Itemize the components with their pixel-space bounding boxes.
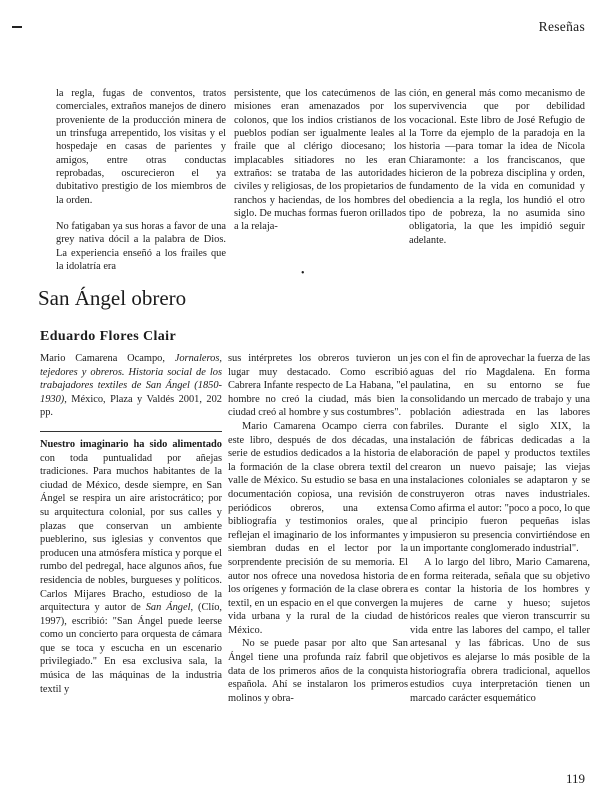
paragraph: Mario Camarena Ocampo cierra con este libro, después de dos décadas, una serie de estudios dedicados a la historia de la formación de la clase obrera textil del valle de México. Su estudio se basa en una documentación copiosa, una revisión de periódicos obreros, una extensa bibliografía y testimonios orales, que reflejan el imaginario de los informantes y siembran dudas en el lector por la sorprendente precisión de su memoria. El autor nos ofrece una novedosa historia de los orígenes y formación de la clase obrera textil, en un espacio en el que convergen la vida urbana y la rural de la ciudad de México. <box>228 420 408 636</box>
paragraph: No se puede pasar por alto que San Ángel tiene una profunda raíz fabril que data de los primeros años de la conquista española. Ahí se instalaron los primeros molinos y obra- <box>228 638 408 704</box>
paragraph: persistente, que los catecúmenos de las misiones eran amenazados por los colonos, que los indios cristianos de los pueblos podían ser igualmente leales al fraile que al clérigo diocesano; los implacables sitiadores no les eran extraños: se trataba de las autoridades civiles y religiosas, de los propietarios de ranchos y haciendas, de los hombres del siglo. De muchas formas fueron orillados a la relaja- <box>234 88 406 233</box>
paragraph: A lo largo del libro, Mario Camarena, en forma reiterada, señala que su objetivo es contar la historia de los hombres y mujeres de carne y hueso; sujetos históricos reales que vieron transcurrir su vida entre las labores del campo, el taller artesanal y las fábricas. Uno de sus objetivos es alejarse lo más posible de la historiografía obrera tradicional, aquellos estudios cuya interpretación tienen un marcado carácter esquemático <box>410 556 590 704</box>
previous-review-column-1 <box>56 87 226 273</box>
article-column-3 <box>410 352 590 705</box>
dropcap: N <box>40 438 48 450</box>
page-number: 119 <box>565 771 585 786</box>
article-column-2 <box>228 352 408 705</box>
paragraph: ción, en general más como mecanismo de supervivencia que por debilidad vocacional. Este libro de José Refugio de la Torre da ejemplo de la paradoja en la historia —para tomar la idea de Nicola Chiaramonte: a los franciscanos, que hicieron de la pobreza disciplina y orden, fundamento de la vida en comunidad y obediencia a la regla, los hundió el otro tipo de pobreza, la no asumida sino obligatoria, la que les impidió seguir adelante. <box>409 88 585 246</box>
article-author: Eduardo Flores Clair <box>40 329 177 344</box>
previous-review-column-3 <box>409 87 585 247</box>
citation-rule <box>40 431 222 432</box>
lead-words: uestro imaginario ha sido alimentado <box>47 438 222 450</box>
paragraph: No fatigaban ya sus horas a favor de una grey nativa dócil a la palabra de Dios. La experiencia enseñó a los frailes que la idolatría era <box>56 221 226 273</box>
paragraph: Nuestro imaginario ha sido alimentado con toda puntualidad por añejas tradiciones. Para muchos habitantes de la ciudad de México, desde siempre, en San Ángel se respira un aire aristocrático; por su arquitectura colonial, por sus calles y plazas que conservan un ambiente pueblerino, sus iglesias y conventos que producen una atmósfera mística y porque el rumbo del pedregal, hace algunos años, fue residencia de nobles, burgueses y políticos. Carlos Mijares Bracho, estudioso de la arquitectura y autor de San Ángel, (Clío, 1997), escribió: "San Ángel puede leerse como un concierto para orquesta de cámara que se toca y escucha en un escenario privilegiado." En esa exclusiva sala, la música de las máquinas de la industria textil y <box>40 438 222 695</box>
section-label: Reseñas <box>538 19 585 34</box>
citation-details: , México, Plaza y Valdés 2001, 202 pp. <box>40 393 222 419</box>
paragraph: sus intérpretes los obreros tuvieron un lugar muy destacado. Como escribió Cabrera Infante respecto de La Habana, "el hombre no creó la ciudad, más bien la ciudad creó al hombre y sus costumbres". <box>228 353 408 419</box>
citation-author: Mario Camarena Ocampo, <box>40 353 175 364</box>
paragraph: la regla, fugas de conventos, tratos comerciales, extraños manejos de dinero proveniente de la producción minera de un trinsfuga arrepentido, los visitas y el hospedaje en casas de parientes y amigos, entre otras conductas reprobadas, oscurecieron el ya dubitativo prestigio de los miembros de la orden. <box>56 88 226 206</box>
article-column-1 <box>40 352 222 696</box>
book-citation <box>40 352 222 420</box>
paragraph: jes con el fin de aprovechar la fuerza de las aguas del río Magdalena. En forma paulatina, en su entorno se fue consolidando un mercado de trabajo y una población adiestrada en las labores fabriles. Durante el siglo XIX, la instalación de fábricas dedicadas a la elaboración de papel y productos textiles crearon un nuevo paisaje; las viejas instalaciones coloniales se adaptaron y se construyeron otras naves industriales. Como afirma el autor: "poco a poco, lo que al principio fueron pequeñas islas impusieron su presencia convirtiéndose en un importante conglomerado industrial". <box>410 353 590 555</box>
previous-review-column-2 <box>234 87 406 234</box>
citation-title: Jornaleros, tejedores y obreros. Historia social de los trabajadores textiles de San Ángel (1850-1930) <box>40 353 222 405</box>
article-title: San Ángel obrero <box>38 286 187 310</box>
separator-bullet: • <box>301 268 305 279</box>
corner-crop-mark <box>12 26 22 28</box>
